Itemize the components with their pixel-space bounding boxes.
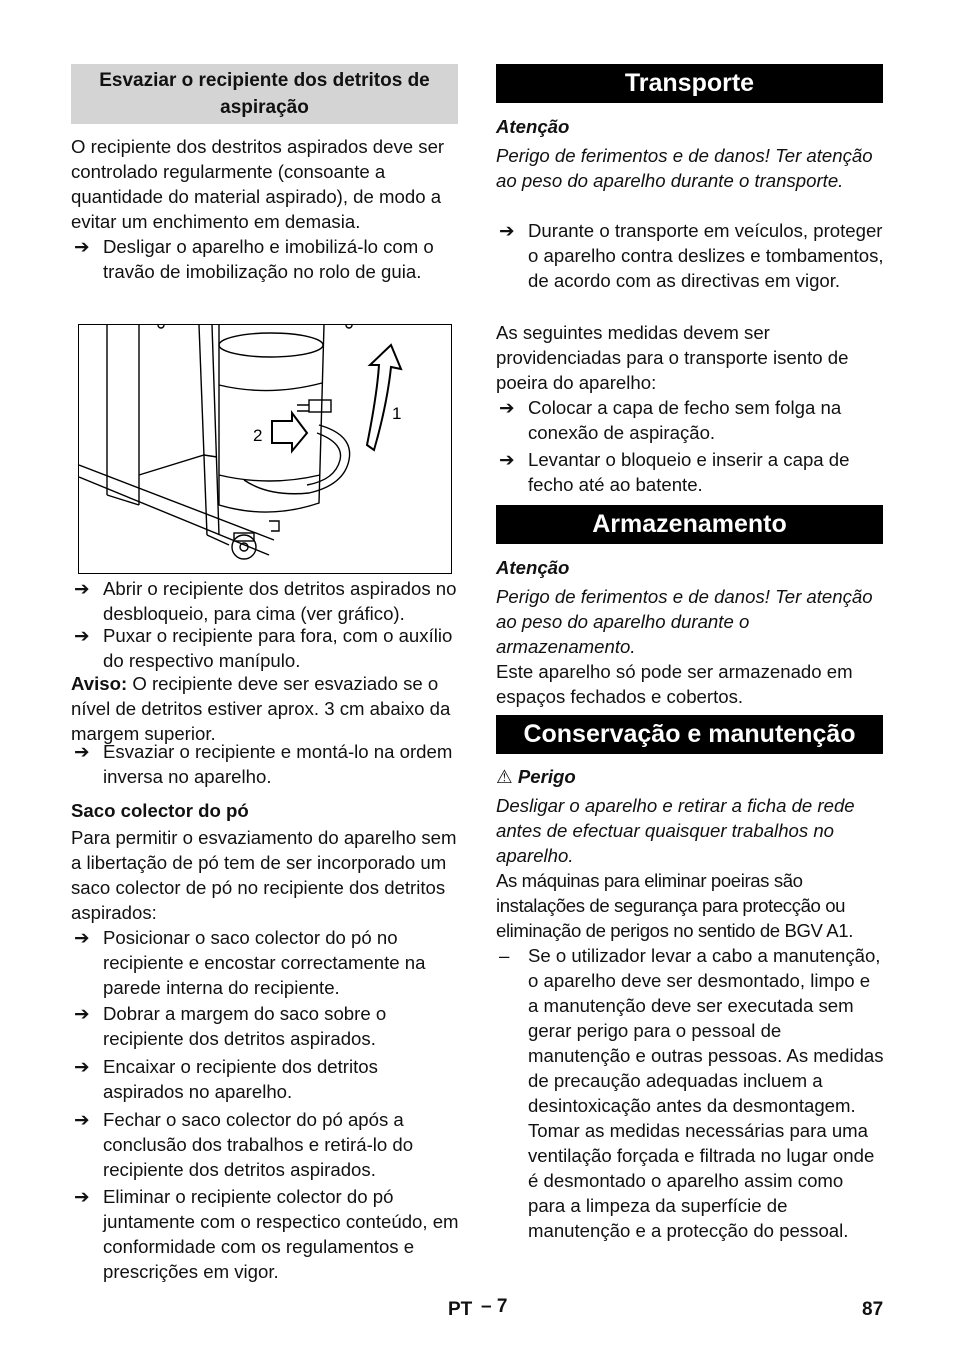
section-heading-empty-container: Esvaziar o recipiente dos detritos de aspiração <box>71 64 458 124</box>
arrow-icon: ➔ <box>74 927 90 948</box>
footer-lang: PT <box>448 1299 473 1320</box>
step-item <box>71 623 459 673</box>
step-item <box>71 1107 459 1182</box>
step-text: Levantar o bloqueio e inserir a capa de fecho até ao batente. <box>528 449 850 495</box>
danger-label: Perigo <box>517 766 576 787</box>
arrow-icon: ➔ <box>499 449 515 470</box>
storage-paragraph: Este aparelho só pode ser armazenado em espaços fechados e cobertos. <box>496 661 853 707</box>
dash-list-item <box>496 943 884 1243</box>
step-item <box>71 739 459 789</box>
arrow-icon: ➔ <box>74 625 90 646</box>
step-text: Eliminar o recipiente colector do pó juntamente com o respectico conteúdo, em conformidade com os regulamentos e prescrições em vigor. <box>103 1186 459 1282</box>
figure-label-2: 2 <box>253 426 263 445</box>
intro-paragraph: O recipiente dos destritos aspirados deve ser controlado regularmente (consoante a quantidade do material aspirado), de modo a evitar um enchimento em demasia. <box>71 136 445 232</box>
vacuum-container-figure <box>78 324 452 574</box>
footer-page-number: 87 <box>862 1299 884 1320</box>
arrow-icon: ➔ <box>499 397 515 418</box>
maintenance-warning: Desligar o aparelho e retirar a ficha de rede antes de efectuar quaisquer trabalhos no aparelho. <box>496 795 855 866</box>
section-heading-maintenance: Conservação e manutenção <box>496 715 883 754</box>
step-item <box>496 218 884 293</box>
arrow-icon: ➔ <box>74 1056 90 1077</box>
warning-triangle-icon: ⚠ <box>496 766 513 787</box>
arrow-icon: ➔ <box>499 220 515 241</box>
step-text: Durante o transporte em veículos, proteger o aparelho contra deslizes e tombamentos, de acordo com as directivas em vigor. <box>528 220 884 291</box>
step-item <box>71 1054 459 1104</box>
step-item <box>71 1001 459 1051</box>
notice-label: Aviso: <box>71 673 128 694</box>
arrow-icon: ➔ <box>74 1109 90 1130</box>
step-text: Abrir o recipiente dos detritos aspirados no desbloqueio, para cima (ver gráfico). <box>103 578 457 624</box>
arrow-icon: ➔ <box>74 1003 90 1024</box>
step-item <box>496 447 884 497</box>
notice-paragraph <box>71 671 459 746</box>
step-item <box>71 925 459 1000</box>
step-text: Desligar o aparelho e imobilizá-lo com o travão de imobilização no rolo de guia. <box>103 236 434 282</box>
arrow-icon: ➔ <box>74 578 90 599</box>
maintenance-paragraph: As máquinas para eliminar poeiras são instalações de segurança para protecção ou eliminação de perigos no sentido de BGV A1. <box>496 870 853 941</box>
step-text: Puxar o recipiente para fora, com o auxílio do respectivo manípulo. <box>103 625 453 671</box>
step-item <box>496 395 884 445</box>
storage-warning: Perigo de ferimentos e de danos! Ter atenção ao peso do aparelho durante o armazenamento. <box>496 586 873 657</box>
transport-warning: Perigo de ferimentos e de danos! Ter atenção ao peso do aparelho durante o transporte. <box>496 145 873 191</box>
section-heading-storage: Armazenamento <box>496 505 883 544</box>
notice-text: O recipiente deve ser esvaziado se o nível de detritos estiver aprox. 3 cm abaixo da margem superior. <box>71 673 451 744</box>
transport-paragraph: As seguintes medidas devem ser providenciadas para o transporte isento de poeira do aparelho: <box>496 322 849 393</box>
vacuum-illustration <box>79 325 451 573</box>
step-item <box>71 234 459 284</box>
footer-section-page: – 7 <box>481 1296 508 1317</box>
step-text: Dobrar a margem do saco sobre o recipiente dos detritos aspirados. <box>103 1003 387 1049</box>
subheading-dust-bag: Saco colector do pó <box>71 800 249 821</box>
step-item <box>71 1184 459 1284</box>
arrow-icon: ➔ <box>74 741 90 762</box>
dust-bag-intro: Para permitir o esvaziamento do aparelho sem a libertação de pó tem de ser incorporado um saco colector de pó no recipiente dos detritos aspirados: <box>71 827 457 923</box>
attention-label: Atenção <box>496 116 570 137</box>
step-text: Esvaziar o recipiente e montá-lo na ordem inversa no aparelho. <box>103 741 453 787</box>
dash-item-text: Se o utilizador levar a cabo a manutenção, o aparelho deve ser desmontado, limpo e a manutenção deve ser executada sem gerar perigo para o pessoal de manutenção e outras pessoas. As medidas de precaução adequadas incluem a desintoxicação antes da desmontagem. Tomar as medidas necessárias para uma ventilação forçada e filtrada no lugar onde é desmontado o aparelho assim como para a limpeza da superfície de manutenção e a protecção do pessoal. <box>528 945 884 1241</box>
attention-label: Atenção <box>496 557 570 578</box>
step-text: Posicionar o saco colector do pó no recipiente e encostar correctamente na parede interna do recipiente. <box>103 927 426 998</box>
dash-marker: – <box>499 945 510 966</box>
arrow-icon: ➔ <box>74 1186 90 1207</box>
step-text: Encaixar o recipiente dos detritos aspirados no aparelho. <box>103 1056 378 1102</box>
step-text: Colocar a capa de fecho sem folga na conexão de aspiração. <box>528 397 842 443</box>
step-text: Fechar o saco colector do pó após a conclusão dos trabalhos e retirá-lo do recipiente dos detritos aspirados. <box>103 1109 414 1180</box>
figure-label-1: 1 <box>392 404 402 423</box>
step-item <box>71 576 459 626</box>
danger-label-row <box>496 764 884 789</box>
section-heading-transport: Transporte <box>496 64 883 103</box>
arrow-icon: ➔ <box>74 236 90 257</box>
